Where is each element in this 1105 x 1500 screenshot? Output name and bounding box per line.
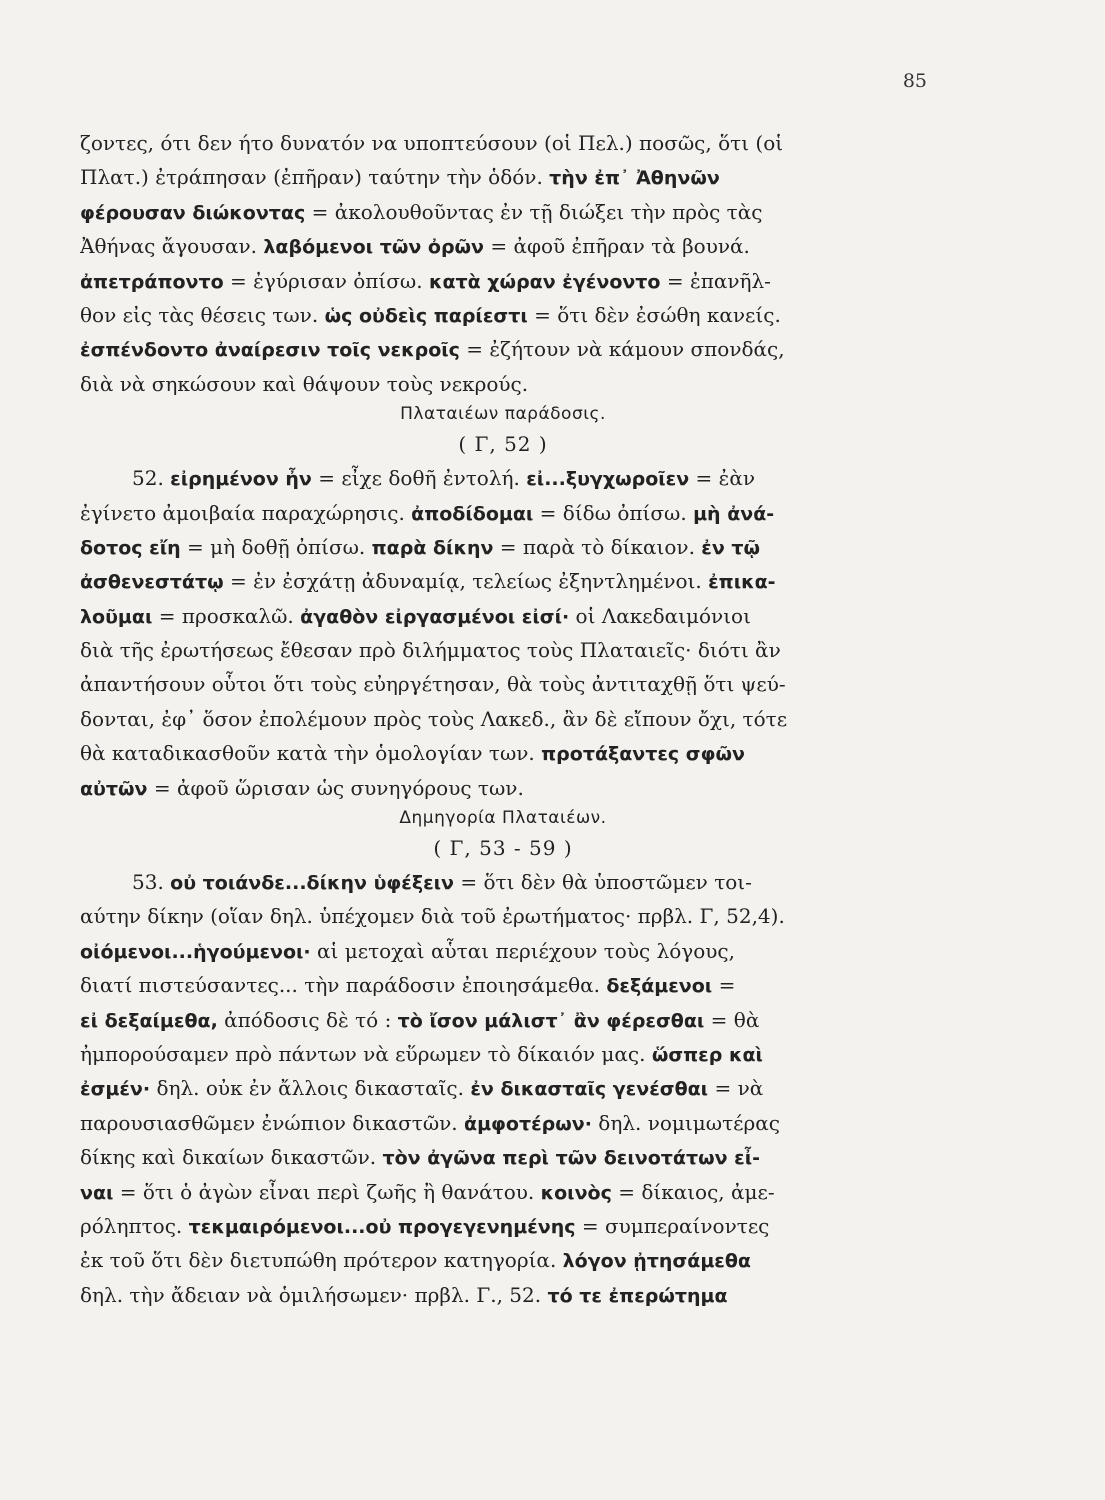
line-content (80, 1037, 763, 1071)
gloss-text: διὰ νὰ σηκώσουν καὶ θάψουν τοὺς νεκρούς. (80, 371, 529, 396)
text-line (80, 530, 926, 564)
bold-lemma: τεκμαιρόμενοι...οὐ προγεγενημένης (188, 1215, 576, 1238)
bold-lemma: φέρουσαν διώκοντας (80, 201, 306, 224)
gloss-text: διὰ τῆς ἐρωτήσεως ἔθεσαν πρὸ διλήμματος τοὺς Πλαταιεῖς· διότι ἂν (80, 638, 781, 663)
text-line (80, 1106, 926, 1140)
bold-lemma: λαβόμενοι τῶν ὀρῶν (263, 236, 484, 259)
gloss-text: οἱ Λακεδαιμόνιοι (569, 603, 751, 628)
text-line (80, 1175, 926, 1209)
line-content (80, 633, 781, 667)
text-line (80, 599, 926, 633)
gloss-text: διατί πιστεύσαντες... τὴν παράδοσιν ἐποιησάμεθα. (80, 973, 607, 998)
text-line (80, 1037, 926, 1071)
paragraph-continuation (80, 126, 926, 401)
bold-lemma: τὴν ἐπ᾽ Ἀθηνῶν (549, 167, 720, 190)
gloss-text: δηλ. οὐκ ἐν ἄλλοις δικασταῖς. (150, 1076, 471, 1101)
bold-lemma: τὸ ἴσον μάλιστ᾽ ἂν φέρεσθαι (397, 1009, 705, 1032)
bold-lemma: ἀμφοτέρων· (464, 1112, 592, 1135)
text-line (80, 1003, 926, 1037)
gloss-text: ἠμπορούσαμεν πρὸ πάντων νὰ εὕρωμεν τὸ δίκαιόν μας. (80, 1041, 652, 1066)
bold-lemma: κοινὸς (540, 1181, 612, 1204)
gloss-text: = δίδω ὀπίσω. (533, 500, 694, 525)
line-content (80, 126, 783, 160)
text-line (80, 1278, 926, 1312)
gloss-text: αἱ μετοχαὶ αὗται περιέχουν τοὺς λόγους, (310, 938, 735, 963)
gloss-text: = ὅτι δὲν θὰ ὑποστῶμεν τοι- (453, 870, 752, 895)
gloss-text: δηλ. νομιμωτέρας (591, 1110, 780, 1135)
gloss-text: = παρὰ τὸ δίκαιον. (493, 534, 702, 559)
gloss-text: ἀπαντήσουν οὗτοι ὅτι τοὺς εὐηργέτησαν, θὰ τοὺς ἀντιταχθῇ ὅτι ψεύ- (80, 672, 786, 697)
text-line (80, 298, 926, 332)
bold-lemma: ὡς οὐδεὶς παρίεστι (324, 304, 528, 327)
text-line (80, 702, 926, 736)
text-line (80, 865, 926, 899)
gloss-text: δηλ. τὴν ἄδειαν νὰ ὁμιλήσωμεν· πρβλ. Γ., 52. (80, 1282, 548, 1307)
bold-lemma: ἐσμέν· (80, 1078, 151, 1101)
line-content (80, 298, 781, 332)
bold-lemma: οὐ τοιάνδε...δίκην ὑφέξειν (170, 872, 454, 895)
bold-lemma: ὥσπερ καὶ (651, 1043, 763, 1066)
text-line (80, 264, 926, 298)
bold-lemma: λόγον ᾐτησάμεθα (562, 1250, 751, 1273)
section-reference: ( Γ, 53 - 59 ) (433, 836, 573, 861)
line-content (80, 367, 528, 401)
text-line (80, 564, 926, 598)
line-content (80, 968, 735, 1002)
line-content (80, 667, 786, 701)
gloss-text: αύτην δίκην (οἵαν δηλ. ὑπέχομεν διὰ τοῦ ἐρωτήματος· πρβλ. Γ, 52,4). (80, 904, 785, 929)
gloss-text: = ἐπανῆλ- (660, 268, 771, 293)
line-content (80, 599, 751, 633)
bold-lemma: εἰρημένον ἦν (170, 468, 312, 491)
line-content (80, 530, 760, 564)
gloss-text: = συμπεραίνοντες (575, 1213, 770, 1238)
gloss-text: = θὰ (704, 1007, 760, 1032)
line-content (80, 736, 745, 770)
text-line (80, 367, 926, 401)
bold-lemma: ἀγαθὸν εἰργασμένοι εἰσί· (300, 605, 570, 628)
text-line (80, 496, 926, 530)
line-content (80, 1106, 780, 1140)
bold-lemma: εἰ δεξαίμεθα, (80, 1009, 218, 1032)
text-line (80, 195, 926, 229)
bold-lemma: κατὰ χώραν ἐγένοντο (428, 270, 661, 293)
bold-lemma: τὸν ἀγῶνα περὶ τῶν δεινοτάτων εἶ- (382, 1147, 761, 1170)
gloss-text: = προσκαλῶ. (152, 603, 301, 628)
line-content (132, 461, 755, 495)
line-content (80, 1243, 751, 1277)
gloss-text: = μὴ δοθῇ ὀπίσω. (180, 534, 372, 559)
line-content (80, 332, 785, 366)
section-reference: ( Γ, 52 ) (458, 432, 548, 457)
gloss-text: ἐκ τοῦ ὅτι δὲν διετυπώθη πρότερον κατηγορία. (80, 1248, 563, 1273)
bold-lemma: παρὰ δίκην (371, 536, 494, 559)
gloss-text: Πλατ.) ἐτράπησαν (ἐπῆραν) ταύτην τὴν ὁδόν. (80, 165, 550, 190)
text-line (80, 934, 926, 968)
line-content (80, 1278, 728, 1312)
bold-lemma: οἰόμενοι...ἡγούμενοι· (80, 940, 311, 963)
line-content (80, 160, 720, 194)
text-line (80, 968, 926, 1002)
gloss-text: θον εἰς τὰς θέσεις των. (80, 302, 325, 327)
line-content (80, 564, 776, 598)
paragraph-52 (80, 461, 926, 805)
line-content (80, 1071, 763, 1105)
gloss-text: ἐγίνετο ἀμοιβαία παραχώρησις. (80, 500, 412, 525)
gloss-text: δονται, ἐφ᾽ ὅσον ἐπολέμουν πρὸς τοὺς Λακεδ., ἂν δὲ εἴπουν ὄχι, τότε (80, 706, 788, 731)
gloss-text: 53. (132, 870, 171, 895)
line-content (80, 899, 785, 933)
bold-lemma: ἀποδίδομαι (411, 502, 534, 525)
text-line (80, 1209, 926, 1243)
bold-lemma: ἀπετράποντο (80, 270, 224, 293)
gloss-text: = ἀφοῦ ἐπῆραν τὰ βουνά. (484, 234, 750, 259)
document-body (80, 126, 926, 1312)
gloss-text: = ὅτι δὲν ἐσώθη κανείς. (527, 302, 781, 327)
text-line (80, 1243, 926, 1277)
bold-lemma: δοτος εἴη (80, 536, 181, 559)
line-content (80, 496, 774, 530)
gloss-text: = ἀφοῦ ὥρισαν ὡς συνηγόρους των. (147, 775, 524, 800)
line-content (80, 229, 750, 263)
paragraph-53 (80, 865, 926, 1312)
text-line (80, 633, 926, 667)
text-line (80, 899, 926, 933)
text-line (80, 771, 926, 805)
gloss-text: = ὅτι ὁ ἀγὼν εἶναι περὶ ζωῆς ἢ θανάτου. (113, 1179, 541, 1204)
gloss-text: παρουσιασθῶμεν ἐνώπιον δικαστῶν. (80, 1110, 465, 1135)
gloss-text: = εἶχε δοθῆ ἐντολή. (311, 466, 527, 491)
text-line (80, 667, 926, 701)
gloss-text: ρόληπτος. (80, 1213, 189, 1238)
line-content (80, 195, 762, 229)
bold-lemma: τό τε ἐπερώτημα (547, 1284, 728, 1307)
gloss-text: ζοντες, ότι δεν ήτο δυνατόν να υποπτεύσουν (οἱ Πελ.) ποσῶς, ὅτι (οἱ (80, 131, 784, 155)
bold-lemma: αὐτῶν (80, 777, 148, 800)
bold-lemma: ἐν δικασταῖς γενέσθαι (470, 1078, 709, 1101)
text-line (80, 736, 926, 770)
gloss-text: = (712, 973, 736, 998)
section-heading-demegoria: Δημηγορία Πλαταιέων. (399, 808, 607, 829)
gloss-text: Ἀθήνας ἄγουσαν. (80, 234, 264, 259)
line-content (132, 865, 752, 899)
text-line (80, 461, 926, 495)
text-line (80, 1071, 926, 1105)
bold-lemma: ἐν τῷ (701, 536, 761, 559)
line-content (80, 1175, 775, 1209)
bold-lemma: ναι (80, 1181, 114, 1204)
text-line (80, 332, 926, 366)
line-content (80, 934, 735, 968)
line-content (80, 1209, 769, 1243)
gloss-text: = ἐν ἐσχάτῃ ἀδυναμίᾳ, τελείως ἐξηντλημένοι. (223, 569, 709, 594)
gloss-text: = ἐὰν (689, 466, 756, 491)
line-content (80, 1003, 759, 1037)
bold-lemma: ἐσπένδοντο ἀναίρεσιν τοῖς νεκροῖς (80, 339, 460, 362)
text-line (80, 160, 926, 194)
bold-lemma: λοῦμαι (80, 605, 153, 628)
gloss-text: δίκης καὶ δικαίων δικαστῶν. (80, 1145, 383, 1170)
gloss-text: ἀπόδοσις δὲ τό : (217, 1007, 398, 1032)
gloss-text: = ἐγύρισαν ὀπίσω. (223, 268, 429, 293)
gloss-text: = νὰ (708, 1076, 764, 1101)
line-content (80, 1140, 760, 1174)
gloss-text: = ἀκολουθοῦντας ἐν τῇ διώξει τὴν πρὸς τὰς (305, 199, 763, 224)
line-content (80, 702, 787, 736)
gloss-text: θὰ καταδικασθοῦν κατὰ τὴν ὁμολογίαν των. (80, 741, 542, 766)
bold-lemma: δεξάμενοι (606, 975, 713, 998)
line-content (80, 264, 771, 298)
text-line (80, 1140, 926, 1174)
text-line (80, 229, 926, 263)
bold-lemma: μὴ ἀνά- (693, 502, 775, 525)
text-line (80, 126, 926, 160)
page-number: 85 (902, 70, 927, 92)
bold-lemma: ἐπικα- (708, 571, 776, 594)
section-heading-paradosis: Πλαταιέων παράδοσις. (400, 404, 606, 425)
bold-lemma: εἰ...ξυγχωροῖεν (526, 468, 690, 491)
gloss-text: = δίκαιος, ἀμε- (611, 1179, 775, 1204)
bold-lemma: προτάξαντες σφῶν (541, 743, 745, 766)
gloss-text: 52. (132, 466, 171, 491)
line-content (80, 771, 524, 805)
gloss-text: = ἐζήτουν νὰ κάμουν σπονδάς, (459, 337, 785, 362)
bold-lemma: ἀσθενεστάτῳ (80, 571, 224, 594)
